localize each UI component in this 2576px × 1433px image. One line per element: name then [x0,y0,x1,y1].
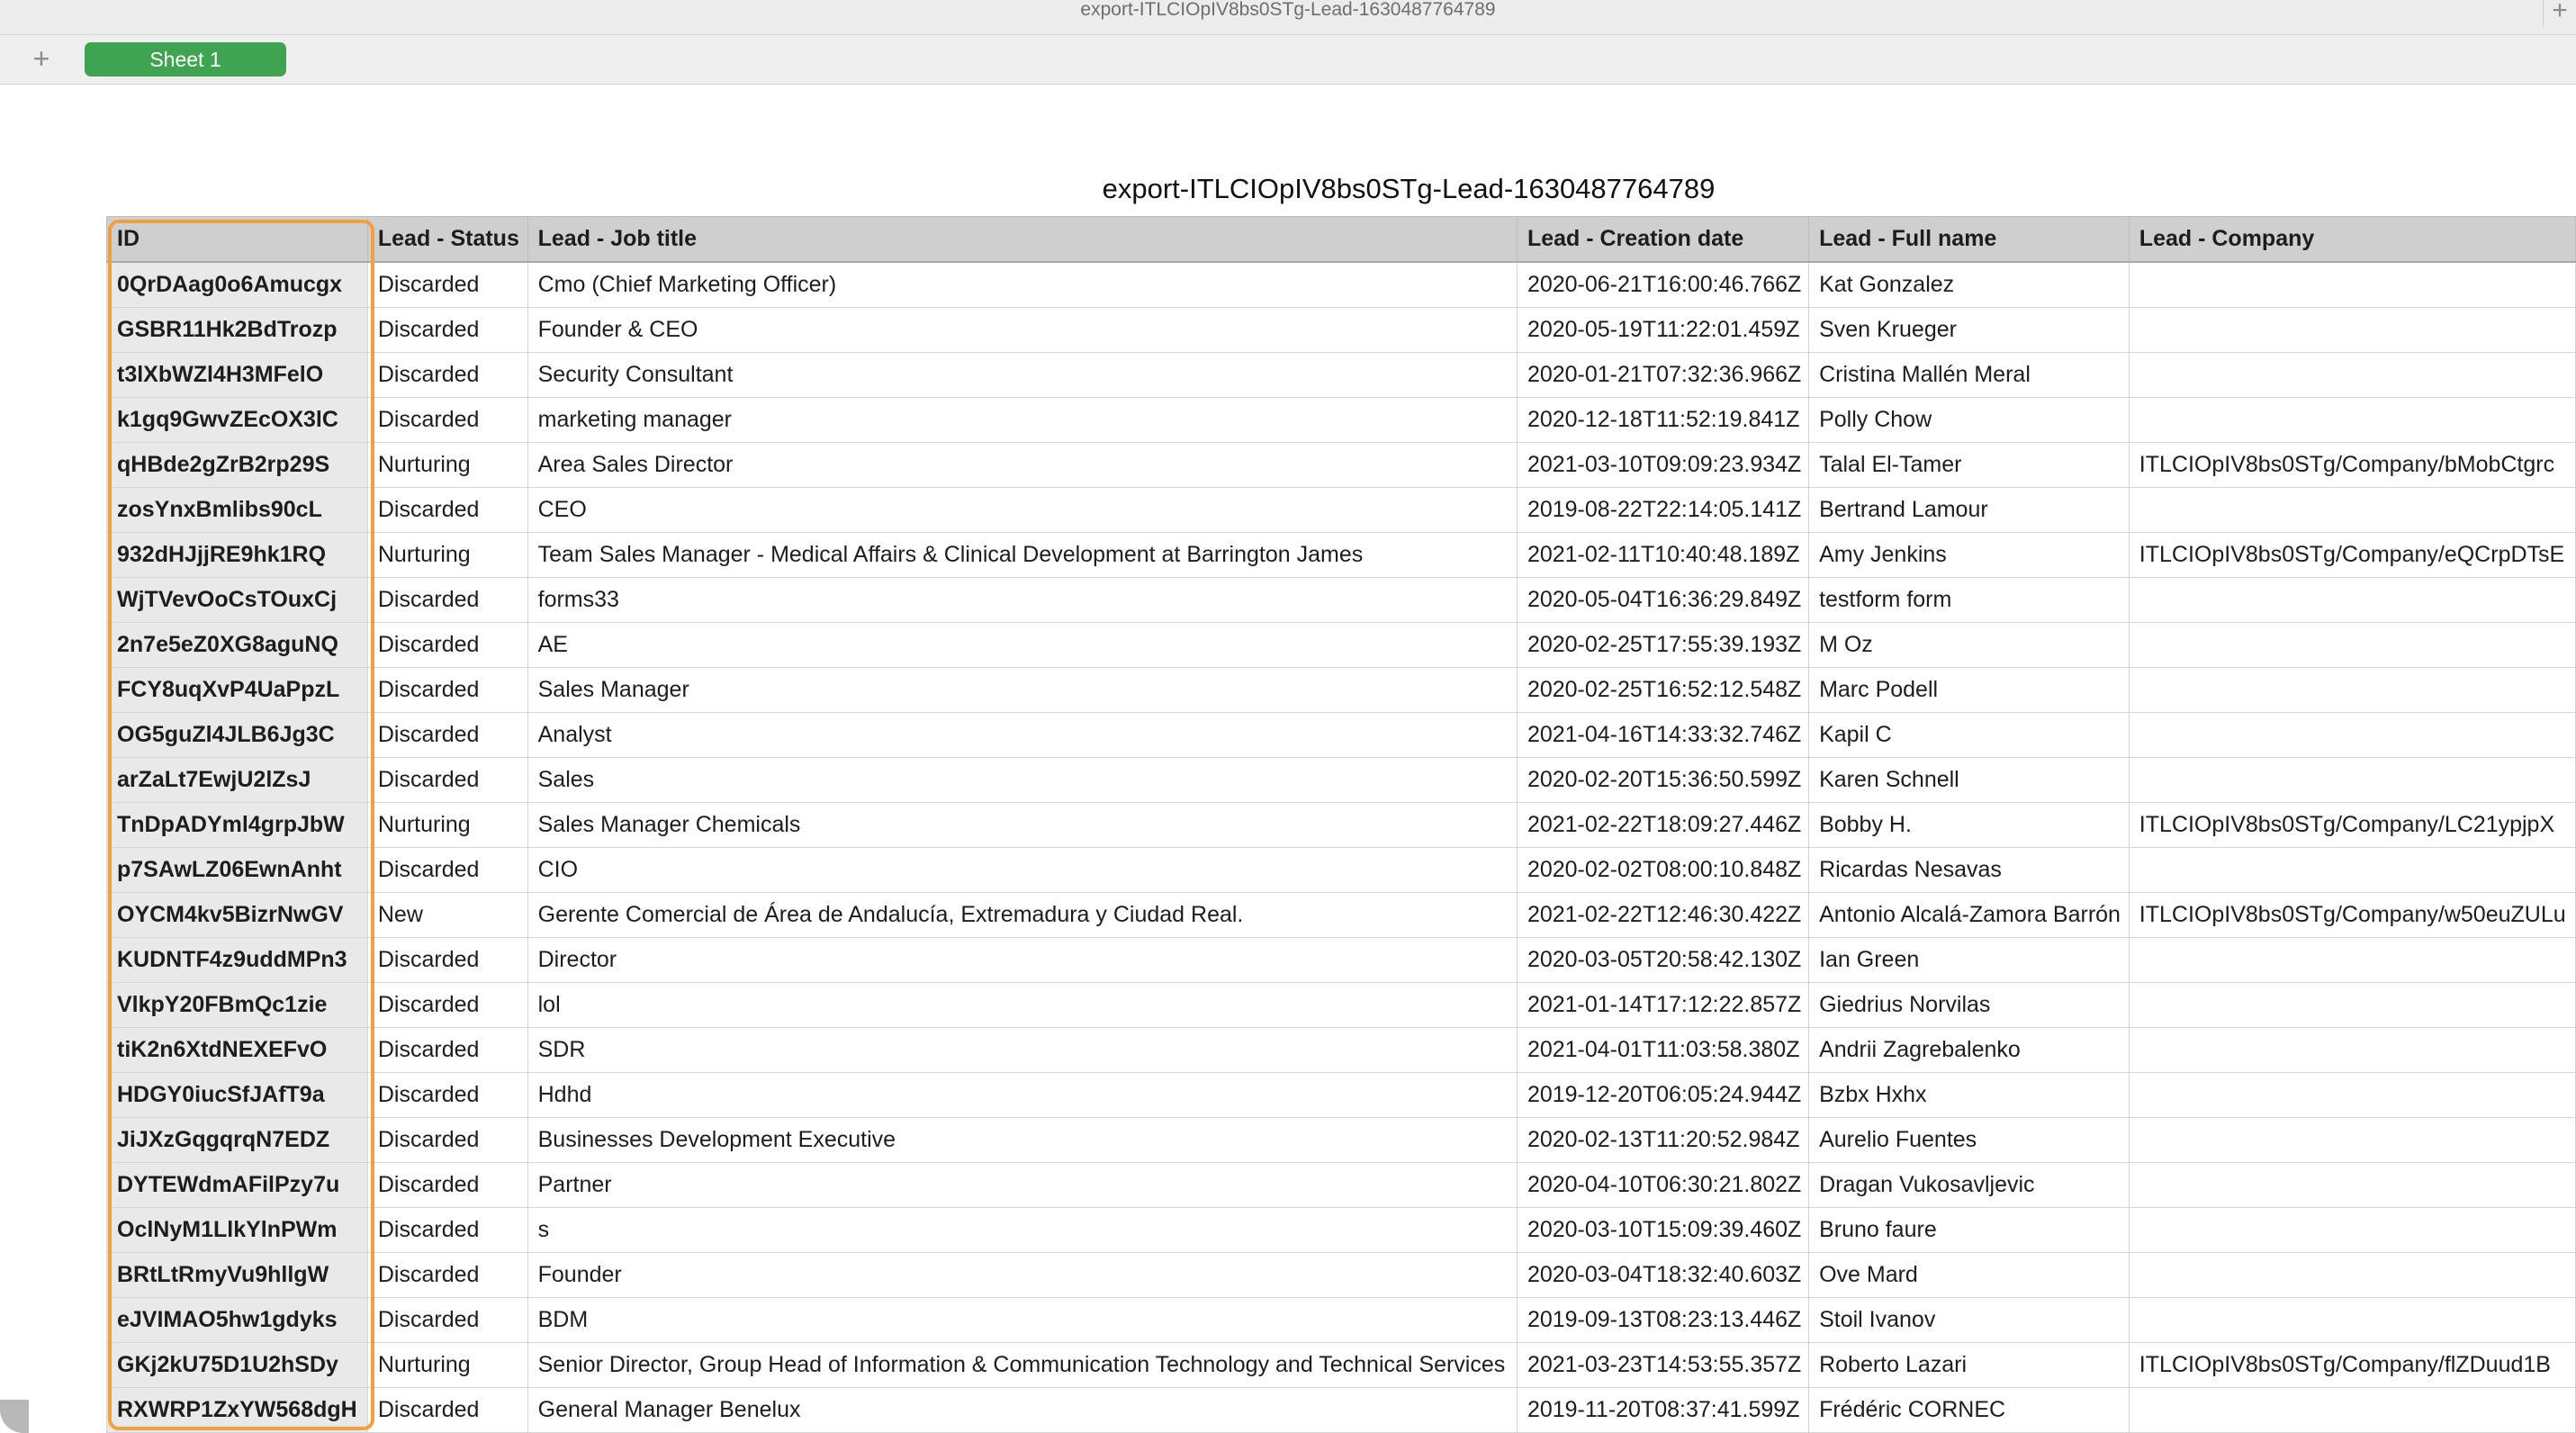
table-cell[interactable]: CEO [527,488,1517,533]
table-cell[interactable] [2129,1163,2575,1208]
table-cell[interactable]: 2021-04-01T11:03:58.380Z [1517,1028,1808,1073]
table-cell[interactable] [2129,398,2575,443]
table-cell[interactable]: Ian Green [1809,938,2130,983]
row-id-cell[interactable]: BRtLtRmyVu9hllgW [107,1253,368,1298]
row-id-cell[interactable]: KUDNTF4z9uddMPn3 [107,938,368,983]
row-id-cell[interactable]: p7SAwLZ06EwnAnht [107,848,368,893]
table-cell[interactable]: Hdhd [527,1073,1517,1118]
table-cell[interactable] [2129,1073,2575,1118]
table-cell[interactable]: ITLCIOpIV8bs0STg/Company/bMobCtgrc [2129,443,2575,488]
row-id-cell[interactable]: OclNyM1LlkYlnPWm [107,1208,368,1253]
column-header[interactable]: Lead - Creation date [1517,217,1808,263]
table-cell[interactable] [2129,1388,2575,1433]
table-row[interactable] [107,578,2576,623]
table-cell[interactable]: Sales Manager Chemicals [527,803,1517,848]
table-cell[interactable]: Area Sales Director [527,443,1517,488]
table-row[interactable] [107,803,2576,848]
sheet-tab-bar [0,35,2576,85]
header-row [107,217,2576,263]
row-id-cell[interactable]: GSBR11Hk2BdTrozp [107,308,368,353]
table-cell[interactable]: Senior Director, Group Head of Information & Communication Technology and Technical Services [527,1343,1517,1388]
row-id-cell[interactable]: t3lXbWZl4H3MFelO [107,353,368,398]
table-cell[interactable]: Partner [527,1163,1517,1208]
table-cell[interactable]: Antonio Alcalá-Zamora Barrón [1809,893,2130,938]
spreadsheet-table [106,216,2576,1433]
table-row[interactable] [107,1073,2576,1118]
table-row[interactable] [107,308,2576,353]
row-id-cell[interactable]: RXWRP1ZxYW568dgH [107,1388,368,1433]
table-cell[interactable]: Roberto Lazari [1809,1343,2130,1388]
table-cell[interactable]: Frédéric CORNEC [1809,1388,2130,1433]
table-cell[interactable] [2129,713,2575,758]
table-cell[interactable]: Discarded [367,938,527,983]
table-cell[interactable]: 2020-05-19T11:22:01.459Z [1517,308,1808,353]
table-cell[interactable]: BDM [527,1298,1517,1343]
table-cell[interactable]: Discarded [367,1208,527,1253]
table-cell[interactable]: Kat Gonzalez [1809,262,2130,308]
table-cell[interactable]: Discarded [367,353,527,398]
table-cell[interactable]: Discarded [367,398,527,443]
row-id-cell[interactable]: VlkpY20FBmQc1zie [107,983,368,1028]
table-cell[interactable]: Discarded [367,983,527,1028]
table-cell[interactable] [2129,488,2575,533]
row-id-cell[interactable]: 932dHJjjRE9hk1RQ [107,533,368,578]
row-id-cell[interactable]: WjTVevOoCsTOuxCj [107,578,368,623]
table-cell[interactable]: Director [527,938,1517,983]
table-cell[interactable]: Discarded [367,848,527,893]
table-cell[interactable]: Bertrand Lamour [1809,488,2130,533]
table-cell[interactable]: 2021-03-23T14:53:55.357Z [1517,1343,1808,1388]
row-id-cell[interactable]: arZaLt7EwjU2lZsJ [107,758,368,803]
table-cell[interactable]: Cmo (Chief Marketing Officer) [527,262,1517,308]
table-cell[interactable] [2129,758,2575,803]
table-cell[interactable]: 2020-06-21T16:00:46.766Z [1517,262,1808,308]
table-cell[interactable]: 2019-12-20T06:05:24.944Z [1517,1073,1808,1118]
table-body [107,262,2576,1433]
table-cell[interactable]: Analyst [527,713,1517,758]
table-cell[interactable]: Gerente Comercial de Área de Andalucía, Extremadura y Ciudad Real. [527,893,1517,938]
table-row[interactable] [107,713,2576,758]
table-cell[interactable]: Bruno faure [1809,1208,2130,1253]
table-cell[interactable] [2129,308,2575,353]
table-cell[interactable]: Discarded [367,758,527,803]
table-cell[interactable]: ITLCIOpIV8bs0STg/Company/eQCrpDTsE [2129,533,2575,578]
table-row[interactable] [107,938,2576,983]
table-cell[interactable]: 2019-09-13T08:23:13.446Z [1517,1298,1808,1343]
table-cell[interactable]: Amy Jenkins [1809,533,2130,578]
table-cell[interactable]: Discarded [367,668,527,713]
table-cell[interactable]: Bobby H. [1809,803,2130,848]
table-row[interactable] [107,1028,2576,1073]
table-cell[interactable]: Discarded [367,488,527,533]
table-cell[interactable]: Discarded [367,262,527,308]
row-id-cell[interactable]: HDGY0iucSfJAfT9a [107,1073,368,1118]
table-cell[interactable]: 2020-03-04T18:32:40.603Z [1517,1253,1808,1298]
row-id-cell[interactable]: k1gq9GwvZEcOX3lC [107,398,368,443]
table-cell[interactable]: Ricardas Nesavas [1809,848,2130,893]
table-cell[interactable]: Sven Krueger [1809,308,2130,353]
table-cell[interactable] [2129,262,2575,308]
table-cell[interactable]: General Manager Benelux [527,1388,1517,1433]
add-sheet-plus-icon[interactable]: + [32,42,50,75]
table-title: export-ITLCIOpIV8bs0STg-Lead-1630487764789 [1102,173,1716,204]
table-row[interactable] [107,668,2576,713]
row-id-cell[interactable]: zosYnxBmlibs90cL [107,488,368,533]
column-header[interactable]: Lead - Job title [527,217,1517,263]
table-cell[interactable]: 2021-03-10T09:09:23.934Z [1517,443,1808,488]
table-cell[interactable]: 2020-02-13T11:20:52.984Z [1517,1118,1808,1163]
table-cell[interactable]: ITLCIOpIV8bs0STg/Company/w50euZULu [2129,893,2575,938]
table-cell[interactable]: 2020-04-10T06:30:21.802Z [1517,1163,1808,1208]
table-row[interactable] [107,623,2576,668]
table-cell[interactable]: marketing manager [527,398,1517,443]
column-header[interactable]: ID [107,217,368,263]
row-id-cell[interactable]: TnDpADYml4grpJbW [107,803,368,848]
column-header[interactable]: Lead - Status [367,217,527,263]
table-cell[interactable]: Marc Podell [1809,668,2130,713]
table-cell[interactable]: 2020-02-25T16:52:12.548Z [1517,668,1808,713]
row-id-cell[interactable]: FCY8uqXvP4UaPpzL [107,668,368,713]
table-cell[interactable]: Discarded [367,1028,527,1073]
table-row[interactable] [107,893,2576,938]
table-row[interactable] [107,1118,2576,1163]
sheet-tab-sheet-1[interactable]: Sheet 1 [85,42,286,77]
column-header[interactable]: Lead - Company [2129,217,2575,263]
table-cell[interactable]: Discarded [367,713,527,758]
table-cell[interactable]: 2021-02-22T18:09:27.446Z [1517,803,1808,848]
table-cell[interactable]: ITLCIOpIV8bs0STg/Company/LC21ypjpX [2129,803,2575,848]
table-cell[interactable]: Security Consultant [527,353,1517,398]
table-cell[interactable] [2129,668,2575,713]
table-cell[interactable]: Sales [527,758,1517,803]
table-cell[interactable]: 2020-02-20T15:36:50.599Z [1517,758,1808,803]
table-row[interactable] [107,443,2576,488]
table-cell[interactable]: Nurturing [367,533,527,578]
row-id-cell[interactable]: 2n7e5eZ0XG8aguNQ [107,623,368,668]
table-row[interactable] [107,262,2576,308]
table-cell[interactable]: Kapil C [1809,713,2130,758]
table-cell[interactable]: 2021-02-11T10:40:48.189Z [1517,533,1808,578]
table-cell[interactable]: Nurturing [367,1343,527,1388]
table-row[interactable] [107,1298,2576,1343]
window-corner [0,1400,29,1433]
table-cell[interactable]: Discarded [367,308,527,353]
table-cell[interactable]: Nurturing [367,803,527,848]
row-id-cell[interactable]: eJVIMAO5hw1gdyks [107,1298,368,1343]
table-cell[interactable]: Discarded [367,623,527,668]
table-row[interactable] [107,1163,2576,1208]
table-cell[interactable]: Andrii Zagrebalenko [1809,1028,2130,1073]
table-cell[interactable] [2129,1253,2575,1298]
table-cell[interactable]: Ove Mard [1809,1253,2130,1298]
table-cell[interactable]: 2021-04-16T14:33:32.746Z [1517,713,1808,758]
table-cell[interactable]: 2020-01-21T07:32:36.966Z [1517,353,1808,398]
table-cell[interactable]: AE [527,623,1517,668]
table-row[interactable] [107,758,2576,803]
table-cell[interactable]: Discarded [367,1073,527,1118]
table-cell[interactable] [2129,1028,2575,1073]
table-cell[interactable]: Businesses Development Executive [527,1118,1517,1163]
table-row[interactable] [107,533,2576,578]
table-row[interactable] [107,1388,2576,1433]
table-cell[interactable]: Dragan Vukosavljevic [1809,1163,2130,1208]
table-cell[interactable]: Karen Schnell [1809,758,2130,803]
table-cell[interactable]: SDR [527,1028,1517,1073]
table-cell[interactable]: New [367,893,527,938]
row-id-cell[interactable]: qHBde2gZrB2rp29S [107,443,368,488]
window-title: export-ITLCIOpIV8bs0STg-Lead-1630487764789 [1080,0,1496,20]
table-cell[interactable]: 2020-02-25T17:55:39.193Z [1517,623,1808,668]
row-id-cell[interactable]: tiK2n6XtdNEXEFvO [107,1028,368,1073]
table-cell[interactable]: s [527,1208,1517,1253]
row-id-cell[interactable]: 0QrDAag0o6Amucgx [107,262,368,308]
table-row[interactable] [107,848,2576,893]
table-cell[interactable]: Bzbx Hxhx [1809,1073,2130,1118]
table-cell[interactable]: Nurturing [367,443,527,488]
table-row[interactable] [107,1208,2576,1253]
table-cell[interactable]: 2020-05-04T16:36:29.849Z [1517,578,1808,623]
table-cell[interactable]: 2021-01-14T17:12:22.857Z [1517,983,1808,1028]
table-row[interactable] [107,1343,2576,1388]
table-cell[interactable]: Discarded [367,1253,527,1298]
table-cell[interactable]: M Oz [1809,623,2130,668]
table-cell[interactable]: Stoil Ivanov [1809,1298,2130,1343]
table-cell[interactable]: testform form [1809,578,2130,623]
table-cell[interactable]: 2019-08-22T22:14:05.141Z [1517,488,1808,533]
table-cell[interactable] [2129,1298,2575,1343]
table-cell[interactable]: Aurelio Fuentes [1809,1118,2130,1163]
table-row[interactable] [107,398,2576,443]
table-cell[interactable] [2129,938,2575,983]
row-id-cell[interactable]: OYCM4kv5BizrNwGV [107,893,368,938]
table-cell[interactable]: 2020-03-05T20:58:42.130Z [1517,938,1808,983]
table-cell[interactable] [2129,848,2575,893]
table-cell[interactable]: Cristina Mallén Meral [1809,353,2130,398]
window-titlebar [0,0,2576,35]
table-cell[interactable] [2129,578,2575,623]
row-id-cell[interactable]: DYTEWdmAFilPzy7u [107,1163,368,1208]
table-cell[interactable]: Talal El-Tamer [1809,443,2130,488]
table-cell[interactable]: ITLCIOpIV8bs0STg/Company/flZDuud1B [2129,1343,2575,1388]
table-cell[interactable]: Discarded [367,1298,527,1343]
column-header[interactable]: Lead - Full name [1809,217,2130,263]
row-id-cell[interactable]: OG5guZl4JLB6Jg3C [107,713,368,758]
table-cell[interactable] [2129,983,2575,1028]
table-cell[interactable] [2129,353,2575,398]
table-cell[interactable]: 2020-12-18T11:52:19.841Z [1517,398,1808,443]
table-cell[interactable]: Polly Chow [1809,398,2130,443]
table-cell[interactable] [2129,1208,2575,1253]
table-cell[interactable] [2129,1118,2575,1163]
table-cell[interactable]: Team Sales Manager - Medical Affairs & Clinical Development at Barrington James [527,533,1517,578]
table-row[interactable] [107,983,2576,1028]
table-cell[interactable]: 2020-02-02T08:00:10.848Z [1517,848,1808,893]
new-tab-plus-icon[interactable]: + [2543,0,2576,27]
table-row[interactable] [107,1253,2576,1298]
table-cell[interactable] [2129,623,2575,668]
table-row[interactable] [107,488,2576,533]
table-cell[interactable]: Founder & CEO [527,308,1517,353]
table-cell[interactable]: lol [527,983,1517,1028]
table-cell[interactable]: Giedrius Norvilas [1809,983,2130,1028]
table-cell[interactable]: Discarded [367,578,527,623]
table-cell[interactable]: Sales Manager [527,668,1517,713]
table-row[interactable] [107,353,2576,398]
table-cell[interactable]: CIO [527,848,1517,893]
table-cell[interactable]: 2021-02-22T12:46:30.422Z [1517,893,1808,938]
row-id-cell[interactable]: JiJXzGqgqrqN7EDZ [107,1118,368,1163]
table-cell[interactable]: 2019-11-20T08:37:41.599Z [1517,1388,1808,1433]
row-id-cell[interactable]: GKj2kU75D1U2hSDy [107,1343,368,1388]
table-cell[interactable]: Discarded [367,1388,527,1433]
table-cell[interactable]: forms33 [527,578,1517,623]
table-cell[interactable]: 2020-03-10T15:09:39.460Z [1517,1208,1808,1253]
table-cell[interactable]: Discarded [367,1118,527,1163]
table-cell[interactable]: Discarded [367,1163,527,1208]
table-cell[interactable]: Founder [527,1253,1517,1298]
